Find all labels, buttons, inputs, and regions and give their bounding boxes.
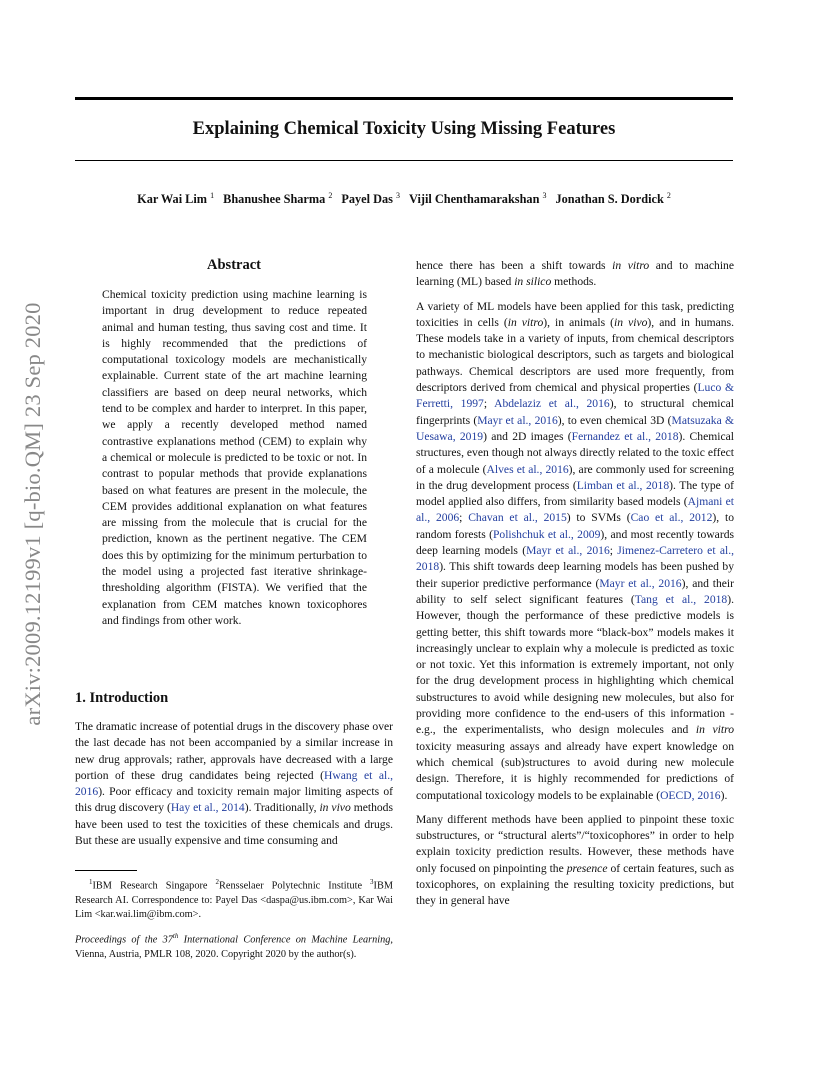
citation-link[interactable]: Mayr et al., 2016 <box>599 576 682 590</box>
arxiv-stamp <box>6 264 60 764</box>
intro-paragraph-1: The dramatic increase of potential drugs in the discovery phase over the last decade has not been accompanied by a similar increase in new drug approvals; rather, approvals have decreased with a large portion of these drug candidates being rejected (Hwang et al., 2016). Poor efficacy and toxicity remain major limiting aspects of this drug discovery (Hay et al., 2014). Traditionally, in vivo methods have been used to test the toxicities of these chemicals and drugs. But these are usually expensive and time consuming and <box>75 720 393 848</box>
citation-link[interactable]: Ajmani et al., 2006 <box>416 495 735 525</box>
citation-link[interactable]: Limban et al., 2018 <box>576 478 670 492</box>
citation-link[interactable]: Matsuzaka & Uesawa, 2019 <box>416 413 734 443</box>
author-name: Jonathan S. Dordick $^2$ <box>555 191 671 207</box>
author-list <box>75 191 733 207</box>
citation-link[interactable]: OECD, 2016 <box>660 788 721 802</box>
citation-link[interactable]: Mayr et al., 2016 <box>526 544 610 558</box>
intro-paragraph-3: Many different methods have been applied to pinpoint these toxic substructures, or “structural alerts”/“toxicophores” in order to help explain toxicity prediction results. However, these methods have only focused on pinpointing the presence of certain features, such as toxicophores, on explaining the resulting toxicity predictions, but they in general have <box>416 812 734 908</box>
author-name: Payel Das $^3$ <box>341 191 401 207</box>
citation-link[interactable]: Hwang et al., 2016 <box>75 768 393 799</box>
citation-link[interactable]: Luco & Ferretti, 1997 <box>416 381 734 411</box>
citation-link[interactable]: Cao et al., 2012 <box>630 511 713 525</box>
footnote-proceedings: Proceedings of the 37th International Conference on Machine Learning, Vienna, Austria, PMLR 108, 2020. Copyright 2020 by the author(s). <box>75 932 393 960</box>
citation-link[interactable]: Chavan et al., 2015 <box>468 511 567 525</box>
right-column <box>416 258 734 910</box>
intro-paragraph-2: A variety of ML models have been applied for this task, predicting toxicities in cells (in vitro), in animals (in vivo), and in humans. These models take in a variety of inputs, from chemical descriptors to mechanistic biological descriptors, such as targets and biological pathways. Chemical descriptors are used more frequently, from descriptors derived from chemical and physical properties (Luco & Ferretti, 1997; Abdelaziz et al., 2016), to structural chemical fingerprints (Mayr et al., 2016), to even chemical 3D (Matsuzaka & Uesawa, 2019) and 2D images (Fernandez et al., 2018). Chemical structures, even though not always directly related to the toxic effect of a molecule (Alves et al., 2016), are commonly used for screening in the drug development process (Limban et al., 2018). The type of model applied also differs, from similarity based models (Ajmani et al., 2006; Chavan et al., 2015) to SVMs (Cao et al., 2012), to random forests (Polishchuk et al., 2009), and most recently towards deep learning models (Mayr et al., 2016; Jimenez-Carretero et al., 2018). This shift towards deep learning models has been pushed by their superior predictive performance (Mayr et al., 2016), and their ability to self select significant features (Tang et al., 2018). However, though the performance of these predictive models is getting better, this shift towards more “black-box” models makes it increasingly unclear to explain why a molecule is predicted as toxic or not toxic. Yet this information is extremely important, not only for the drug development process in highlighting which chemical substructures to avoid while designing new molecules, but also for providing more confidence to the end-users of this information - e.g., the experimentalists, who design molecules and in vitro toxicity measuring assays and already have expert knowledge on which chemical (sub)structures to avoid during new molecule design. Therefore, it is highly recommended for predictions of computational toxicology models to be explainable (OECD, 2016). <box>416 299 735 802</box>
section-heading-introduction: 1. Introduction <box>75 690 169 706</box>
citation-link[interactable]: Fernandez et al., 2018 <box>571 429 679 443</box>
arxiv-stamp-text: arXiv:2009.12199v1 [q-bio.QM] 23 Sep 2020 <box>20 302 45 726</box>
abstract-body <box>102 287 367 629</box>
abstract-text: Chemical toxicity prediction using machine learning is important in drug development to reduce repeated animal and human testing, thus saving cost and time. It is highly recommended that the predictions of computational toxicology models are mechanistically explainable. Current state of the art machine learning classifiers are based on deep neural networks, which tend to be complex and harder to interpret. In this paper, we apply a recently developed method named contrastive explanations method (CEM) to explain why a chemical or molecule is predicted to be toxic or not. In contrast to popular methods that provide explanations based on what features are present in the molecule, the CEM provides additional explanation on what features are missing from the molecule that is crucial for the prediction, known as the pertinent negative. The CEM does this by optimizing for the minimum perturbation to the model using a projected fast iterative shrinkage-thresholding algorithm (FISTA). We verified that the explanation from CEM matches known toxicophores and findings from other work. <box>102 288 367 627</box>
citation-link[interactable]: Alves et al., 2016 <box>486 462 569 476</box>
top-rule <box>75 97 733 100</box>
footnote-rule <box>75 870 137 871</box>
intro-paragraph-1-continued: hence there has been a shift towards in vitro and to machine learning (ML) based in silico methods. <box>416 259 734 289</box>
footnote-affiliations: $^1$IBM Research Singapore $^2$Rensselaer Polytechnic Institute $^3$IBM Research AI. Correspondence to: Payel Das <daspa@us.ibm.com>, Kar Wai Lim <kar.wai.lim@ibm.com>. <box>75 878 393 921</box>
citation-link[interactable]: Tang et al., 2018 <box>634 592 728 606</box>
author-name: Vijil Chenthamarakshan $^3$ <box>409 191 547 207</box>
author-name: Kar Wai Lim $^1$ <box>137 191 215 207</box>
citation-link[interactable]: Mayr et al., 2016 <box>477 413 558 427</box>
left-column <box>75 719 393 849</box>
citation-link[interactable]: Abdelaziz et al., 2016 <box>494 397 610 411</box>
abstract-heading: Abstract <box>207 257 261 273</box>
citation-link[interactable]: Polishchuk et al., 2009 <box>492 527 601 541</box>
author-name: Bhanushee Sharma $^2$ <box>223 191 333 207</box>
paper-title: Explaining Chemical Toxicity Using Missing Features <box>192 119 616 139</box>
citation-link[interactable]: Hay et al., 2014 <box>170 801 245 815</box>
title-bottom-rule <box>75 160 733 161</box>
citation-link[interactable]: Jimenez-Carretero et al., 2018 <box>416 544 734 574</box>
